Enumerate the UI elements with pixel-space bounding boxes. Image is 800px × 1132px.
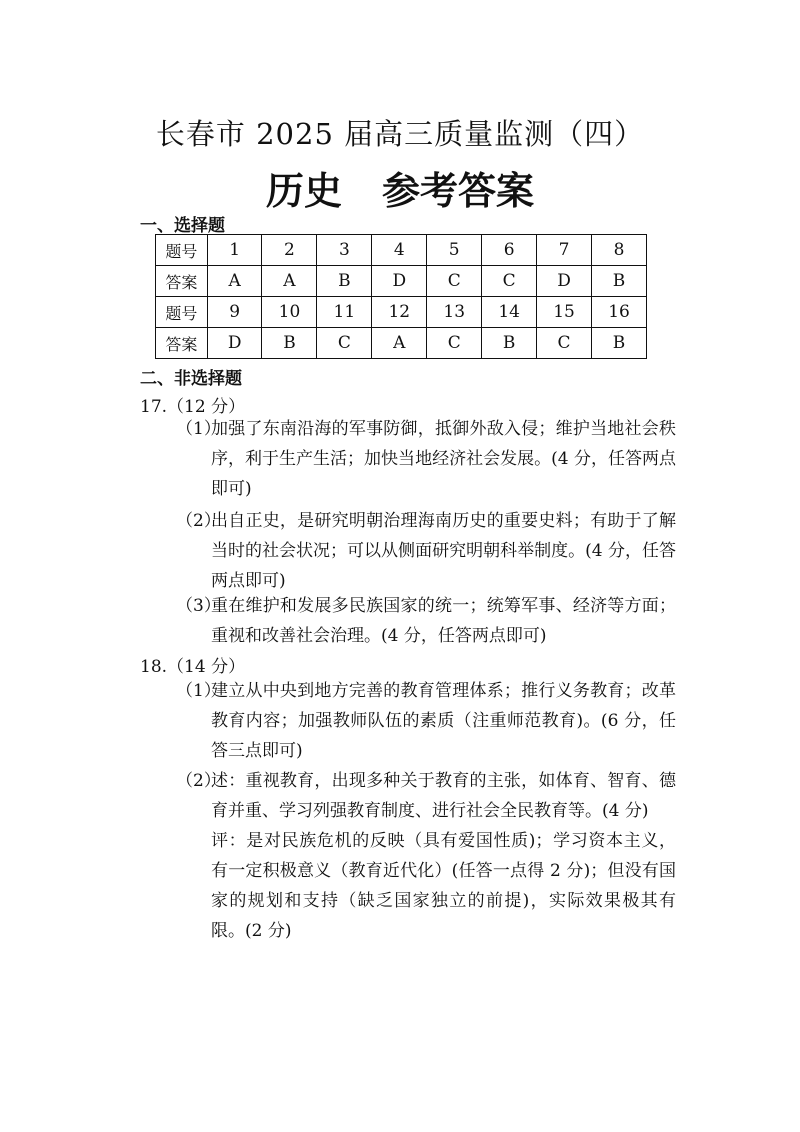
q17-item-3 bbox=[176, 591, 676, 651]
q18-item-1 bbox=[176, 676, 676, 766]
section-heading-choice: 一、选择题 bbox=[140, 216, 225, 236]
table-cell: 4 bbox=[372, 235, 427, 266]
subject-title bbox=[0, 160, 800, 215]
section-heading-nonchoice: 二、非选择题 bbox=[140, 369, 242, 389]
table-cell: 7 bbox=[537, 235, 592, 266]
answer-table bbox=[155, 234, 647, 359]
table-cell: B bbox=[317, 266, 372, 297]
item-marker: （2） bbox=[176, 771, 221, 791]
table-cell: 14 bbox=[482, 297, 537, 328]
table-cell: D bbox=[372, 266, 427, 297]
row-label: 题号 bbox=[156, 297, 208, 328]
item-text: 出自正史，是研究明朝治理海南历史的重要史料；有助于了解当时的社会状况；可以从侧面研究明朝科举制度。(4 分，任答两点即可) bbox=[211, 511, 676, 591]
table-cell: 10 bbox=[262, 297, 317, 328]
row-label: 题号 bbox=[156, 235, 208, 266]
table-cell: D bbox=[537, 266, 592, 297]
table-cell: C bbox=[427, 266, 482, 297]
q18-item-2-evaluation bbox=[211, 826, 676, 946]
table-cell: 15 bbox=[537, 297, 592, 328]
table-cell: C bbox=[317, 328, 372, 359]
table-row bbox=[156, 266, 647, 297]
question-18-number: 18.（14 分） bbox=[140, 657, 246, 677]
row-label: 答案 bbox=[156, 266, 208, 297]
table-cell: 2 bbox=[262, 235, 317, 266]
table-cell: 12 bbox=[372, 297, 427, 328]
table-row bbox=[156, 328, 647, 359]
table-cell: D bbox=[207, 328, 262, 359]
answers-label: 参考答案 bbox=[382, 169, 535, 213]
table-cell: 5 bbox=[427, 235, 482, 266]
table-cell: 13 bbox=[427, 297, 482, 328]
q17-item-1 bbox=[176, 414, 676, 504]
table-cell: A bbox=[207, 266, 262, 297]
item-text: 述：重视教育，出现多种关于教育的主张，如体育、智育、德育并重、学习列强教育制度、进行社会全民教育等。(4 分) bbox=[211, 771, 676, 821]
table-cell: B bbox=[262, 328, 317, 359]
item-text: 重在维护和发展多民族国家的统一；统筹军事、经济等方面；重视和改善社会治理。(4 分，任答两点即可) bbox=[211, 596, 676, 646]
table-cell: 8 bbox=[592, 235, 647, 266]
table-cell: A bbox=[372, 328, 427, 359]
table-cell: B bbox=[482, 328, 537, 359]
item-marker: （2） bbox=[176, 511, 221, 531]
subject-name: 历史 bbox=[265, 169, 342, 213]
table-cell: C bbox=[482, 266, 537, 297]
table-cell: B bbox=[592, 266, 647, 297]
table-row bbox=[156, 297, 647, 328]
table-cell: C bbox=[427, 328, 482, 359]
q18-item-2 bbox=[176, 766, 676, 826]
item-marker: （1） bbox=[176, 681, 221, 701]
item-marker: （3） bbox=[176, 596, 221, 616]
table-cell: 1 bbox=[207, 235, 262, 266]
item-text: 加强了东南沿海的军事防御，抵御外敌入侵；维护当地社会秩序，利于生产生活；加快当地经济社会发展。(4 分，任答两点即可) bbox=[211, 419, 676, 499]
table-cell: 16 bbox=[592, 297, 647, 328]
table-cell: 11 bbox=[317, 297, 372, 328]
item-text: 评：是对民族危机的反映（具有爱国性质)；学习资本主义，有一定积极意义（教育近代化）(任答一点得 2 分)；但没有国家的规划和支持（缺乏国家独立的前提)，实际效果极其有限。(2 分) bbox=[211, 831, 676, 941]
table-cell: 3 bbox=[317, 235, 372, 266]
row-label: 答案 bbox=[156, 328, 208, 359]
table-row bbox=[156, 235, 647, 266]
item-text: 建立从中央到地方完善的教育管理体系；推行义务教育；改革教育内容；加强教师队伍的素质（注重师范教育)。(6 分，任答三点即可) bbox=[211, 681, 676, 761]
exam-title: 长春市 2025 届高三质量监测（四） bbox=[155, 117, 645, 151]
table-cell: C bbox=[537, 328, 592, 359]
q17-item-2 bbox=[176, 506, 676, 596]
table-cell: 6 bbox=[482, 235, 537, 266]
question-17-number: 17.（12 分） bbox=[140, 397, 246, 417]
table-cell: A bbox=[262, 266, 317, 297]
item-marker: （1） bbox=[176, 419, 221, 439]
table-cell: 9 bbox=[207, 297, 262, 328]
table-cell: B bbox=[592, 328, 647, 359]
